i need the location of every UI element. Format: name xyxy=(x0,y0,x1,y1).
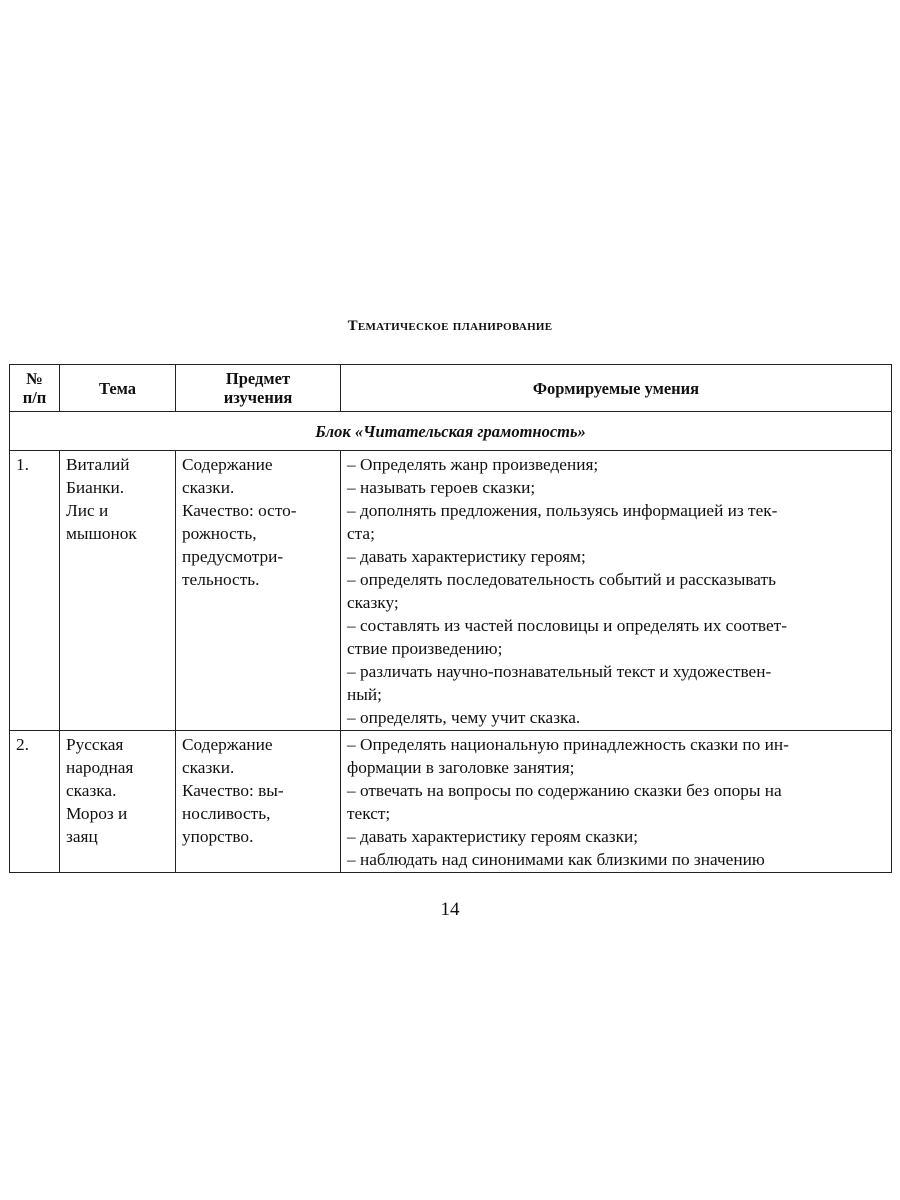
thematic-planning-table xyxy=(9,364,892,873)
row-subject: Содержание сказки. Качество: осто- рожность, предусмотри- тельность. xyxy=(176,451,341,731)
row-num: 2. xyxy=(10,731,60,873)
skill-item: – различать научно-познавательный текст и художествен- ный; xyxy=(347,662,772,704)
header-row xyxy=(10,365,892,412)
header-subject: Предмет изучения xyxy=(176,365,341,412)
skill-item: – составлять из частей пословицы и определять их соответ- ствие произведению; xyxy=(347,616,787,658)
skill-item: – давать характеристику героям; xyxy=(347,547,586,566)
skill-item: – отвечать на вопросы по содержанию сказки без опоры на текст; xyxy=(347,781,782,823)
header-topic: Тема xyxy=(60,365,176,412)
table-row xyxy=(10,451,892,731)
block-row xyxy=(10,412,892,451)
header-num: № п/п xyxy=(10,365,60,412)
row-topic: Русская народная сказка. Мороз и заяц xyxy=(60,731,176,873)
page-title: Тематическое планирование xyxy=(347,318,553,334)
skill-item: – определять, чему учит сказка. xyxy=(347,708,581,727)
skill-item: – Определять жанр произведения; xyxy=(347,455,599,474)
table-row xyxy=(10,731,892,873)
row-subject: Содержание сказки. Качество: вы- носливость, упорство. xyxy=(176,731,341,873)
row-skills xyxy=(341,731,892,873)
skill-item: – наблюдать над синонимами как близкими по значению xyxy=(347,850,765,869)
row-skills xyxy=(341,451,892,731)
header-skills: Формируемые умения xyxy=(341,365,892,412)
skill-item: – называть героев сказки; xyxy=(347,478,536,497)
skill-item: – давать характеристику героям сказки; xyxy=(347,827,639,846)
block-title: Блок «Читательская грамотность» xyxy=(10,412,892,451)
row-num: 1. xyxy=(10,451,60,731)
page-number: 14 xyxy=(440,899,460,920)
row-topic: Виталий Бианки. Лис и мышонок xyxy=(60,451,176,731)
skill-item: – дополнять предложения, пользуясь информацией из тек- ста; xyxy=(347,501,778,543)
skill-item: – определять последовательность событий и рассказывать сказку; xyxy=(347,570,776,612)
skill-item: – Определять национальную принадлежность сказки по ин- формации в заголовке занятия; xyxy=(347,735,789,777)
